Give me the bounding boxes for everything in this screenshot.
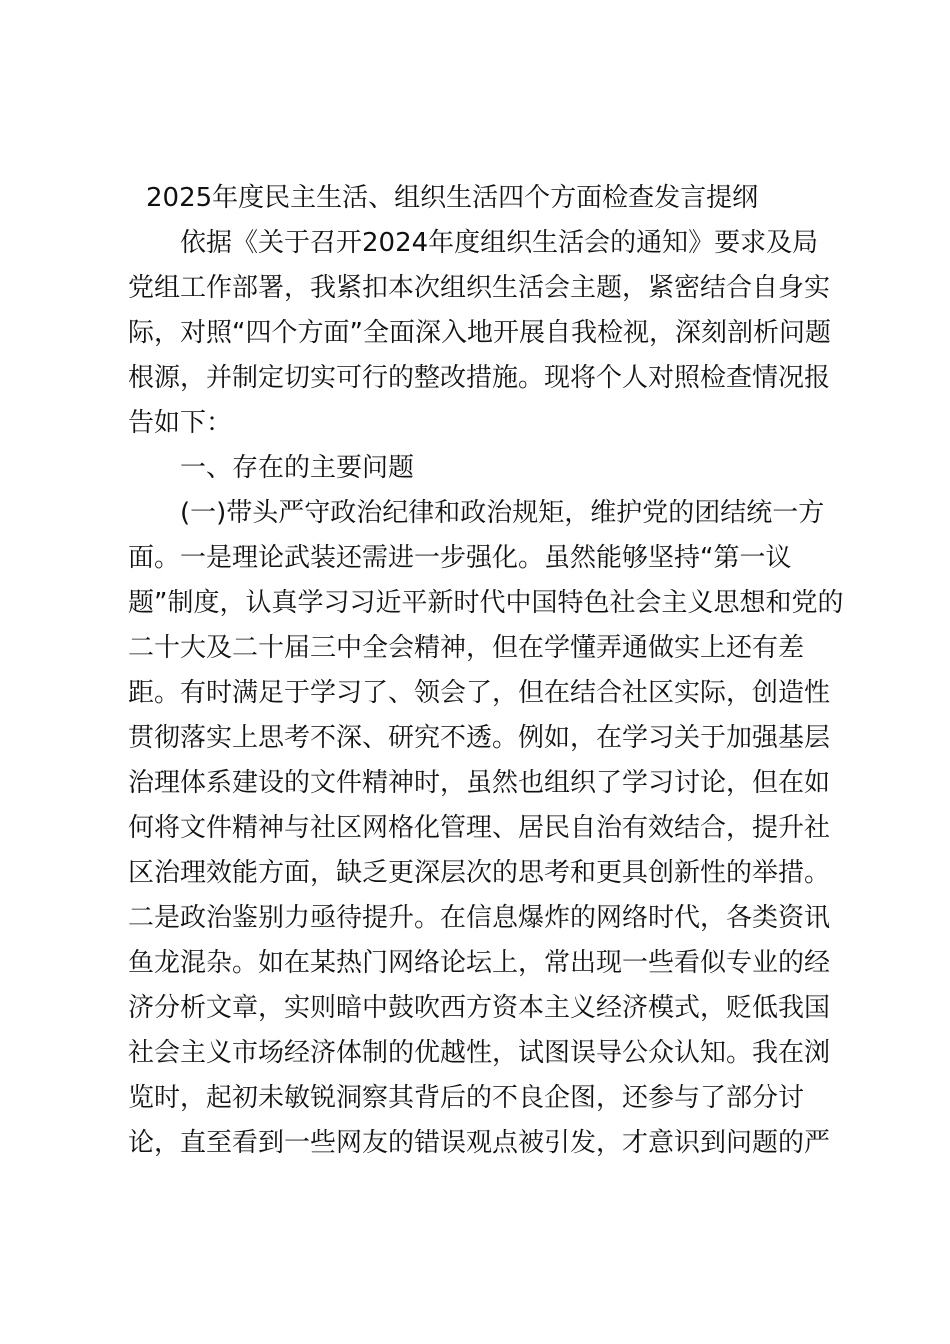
paragraph-line: 二是政治鉴别力亟待提升。在信息爆炸的网络时代，各类资讯	[128, 903, 831, 933]
paragraph-line: 根源，并制定切实可行的整改措施。现将个人对照检查情况报	[128, 363, 831, 393]
document-title: 2025年度民主生活、组织生活四个方面检查发言提纲	[146, 183, 759, 213]
paragraph-line: 际，对照“四个方面”全面深入地开展自我检视，深刻剖析问题	[128, 318, 831, 348]
paragraph-line: 距。有时满足于学习了、领会了，但在结合社区实际，创造性	[128, 678, 831, 708]
paragraph-line: 告如下：	[128, 408, 233, 438]
paragraph-line: (一)带头严守政治纪律和政治规矩，维护党的团结统一方	[180, 498, 825, 528]
paragraph-line: 贯彻落实上思考不深、研究不透。例如，在学习关于加强基层	[128, 723, 831, 753]
paragraph-line: 治理体系建设的文件精神时，虽然也组织了学习讨论，但在如	[128, 768, 831, 798]
paragraph-line: 济分析文章，实则暗中鼓吹西方资本主义经济模式，贬低我国	[128, 993, 831, 1023]
paragraph-line: 何将文件精神与社区网格化管理、居民自治有效结合，提升社	[128, 813, 831, 843]
paragraph-line: 党组工作部署，我紧扣本次组织生活会主题，紧密结合自身实	[128, 273, 831, 303]
paragraph-line: 依据《关于召开2024年度组织生活会的通知》要求及局	[180, 228, 819, 258]
paragraph-line: 社会主义市场经济体制的优越性，试图误导公众认知。我在浏	[128, 1038, 831, 1068]
paragraph-line: 题”制度，认真学习习近平新时代中国特色社会主义思想和党的	[128, 588, 844, 618]
paragraph-line: 二十大及二十届三中全会精神，但在学懂弄通做实上还有差	[128, 633, 805, 663]
paragraph-line: 鱼龙混杂。如在某热门网络论坛上，常出现一些看似专业的经	[128, 948, 831, 978]
paragraph-line: 区治理效能方面，缺乏更深层次的思考和更具创新性的举措。	[128, 858, 831, 888]
section-heading: 一、存在的主要问题	[180, 453, 415, 483]
paragraph-line: 论，直至看到一些网友的错误观点被引发，才意识到问题的严	[128, 1128, 831, 1158]
paragraph-line: 览时，起初未敏锐洞察其背后的不良企图，还参与了部分讨	[128, 1083, 805, 1113]
paragraph-line: 面。一是理论武装还需进一步强化。虽然能够坚持“第一议	[128, 543, 792, 573]
